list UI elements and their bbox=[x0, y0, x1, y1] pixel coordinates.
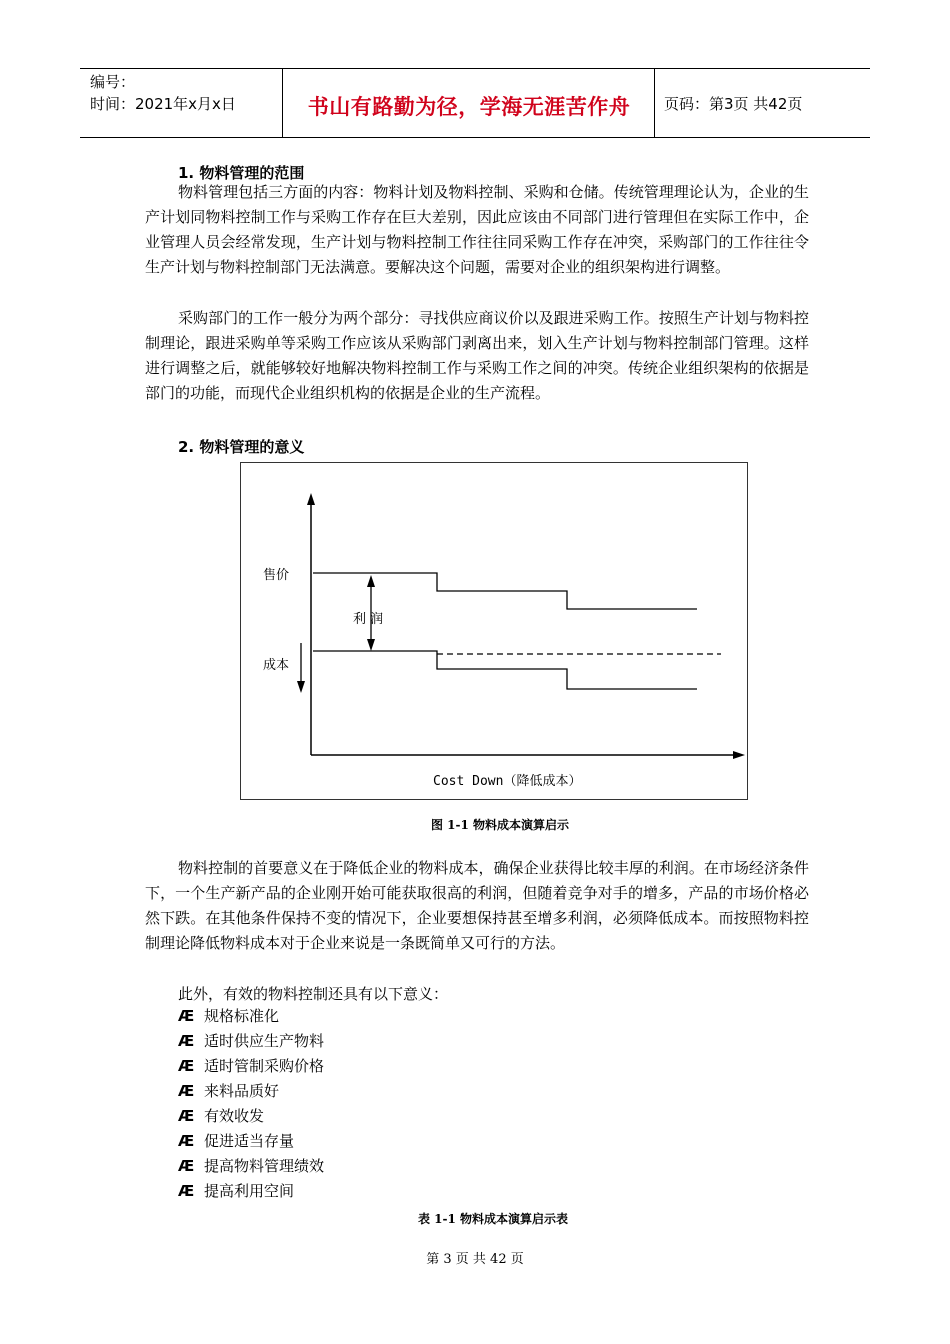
header-motto: 书山有路勤为径，学海无涯苦作舟 bbox=[307, 95, 631, 119]
bullet-icon: Æ bbox=[178, 1057, 195, 1075]
label-profit: 利 润 bbox=[353, 612, 384, 627]
header-divider bbox=[654, 69, 655, 137]
paragraph-text: 采购部门的工作一般分为两个部分：寻找供应商议价以及跟进采购工作。按照生产计划与物料控制理论，跟进采购单等采购工作应该从采购部门剥离出来，划入生产计划与物料控制部门管理。这样进行调整之后，就能够较好地解决物料控制工作与采购工作之间的冲突。传统企业组织架构的依据是部门的功能，而现代企业组织机构的依据是企业的生产流程。 bbox=[145, 309, 809, 402]
list-item-text: 提高利用空间 bbox=[204, 1182, 295, 1200]
list-item-text: 促进适当存量 bbox=[204, 1132, 295, 1150]
paragraph bbox=[145, 180, 809, 280]
list-item bbox=[178, 1129, 324, 1154]
figure-caption: 图 1-1 物料成本演算启示 bbox=[430, 818, 570, 832]
list-item-text: 适时管制采购价格 bbox=[204, 1057, 325, 1075]
bullet-icon: Æ bbox=[178, 1107, 195, 1125]
paragraph-text: 此外，有效的物料控制还具有以下意义： bbox=[178, 985, 449, 1003]
list-item-text: 提高物料管理绩效 bbox=[204, 1157, 325, 1175]
paragraph-text: 物料管理包括三方面的内容：物料计划及物料控制、采购和仓储。传统管理理论认为，企业的生产计划同物料控制工作与采购工作存在巨大差别，因此应该由不同部门进行管理但在实际工作中，企业管理人员会经常发现，生产计划与物料控制工作往往同采购工作存在冲突，采购部门的工作往往令生产计划与物料控制部门无法满意。要解决这个问题，需要对企业的组织架构进行调整。 bbox=[145, 183, 809, 276]
list-item-text: 有效收发 bbox=[204, 1107, 265, 1125]
list-item-text: 规格标准化 bbox=[204, 1007, 280, 1025]
y-axis-arrow bbox=[307, 493, 315, 505]
label-axis: Cost Down（降低成本） bbox=[433, 774, 582, 789]
cost-line bbox=[313, 651, 697, 689]
bullet-icon: Æ bbox=[178, 1157, 195, 1175]
number-label: 编号： bbox=[90, 73, 136, 91]
list-item bbox=[178, 1104, 324, 1129]
section-heading-scope: 1. 物料管理的范围 bbox=[178, 164, 305, 182]
cost-diagram-frame bbox=[240, 462, 748, 800]
x-axis-arrow bbox=[733, 751, 745, 759]
time-label: 时间：2021年x月x日 bbox=[90, 95, 236, 113]
paragraph bbox=[145, 306, 809, 406]
bullet-icon: Æ bbox=[178, 1082, 195, 1100]
list-item bbox=[178, 1054, 324, 1079]
bullet-icon: Æ bbox=[178, 1032, 195, 1050]
bullet-icon: Æ bbox=[178, 1182, 195, 1200]
paragraph bbox=[145, 856, 809, 956]
list-item-text: 适时供应生产物料 bbox=[204, 1032, 325, 1050]
list-item-text: 来料品质好 bbox=[204, 1082, 280, 1100]
cost-diagram bbox=[241, 463, 747, 799]
label-price: 售价 bbox=[263, 568, 290, 583]
bullet-icon: Æ bbox=[178, 1132, 195, 1150]
list-item bbox=[178, 1079, 324, 1104]
cost-down-arrowhead bbox=[297, 681, 305, 693]
significance-list bbox=[178, 1004, 324, 1204]
page-footer: 第 3 页 共 42 页 bbox=[426, 1252, 524, 1267]
label-cost: 成本 bbox=[263, 658, 290, 673]
paragraph-text: 物料控制的首要意义在于降低企业的物料成本，确保企业获得比较丰厚的利润。在市场经济条件下，一个生产新产品的企业刚开始可能获取很高的利润，但随着竞争对手的增多，产品的市场价格必然下跌。在其他条件保持不变的情况下，企业要想保持甚至增多利润，必须降低成本。而按照物料控制理论降低物料成本对于企业来说是一条既简单又可行的方法。 bbox=[145, 859, 809, 952]
table-caption: 表 1-1 物料成本演算启示表 bbox=[417, 1212, 569, 1226]
profit-arrow-up bbox=[367, 575, 375, 587]
bullet-icon: Æ bbox=[178, 1007, 195, 1025]
section-heading-significance: 2. 物料管理的意义 bbox=[178, 438, 305, 456]
header-divider bbox=[282, 69, 283, 137]
list-item bbox=[178, 1004, 324, 1029]
header-page-label: 页码：第3页 共42页 bbox=[664, 95, 803, 113]
list-item bbox=[178, 1179, 324, 1204]
page-header bbox=[80, 68, 870, 138]
list-item bbox=[178, 1154, 324, 1179]
profit-arrow-down bbox=[367, 639, 375, 651]
header-left-cell bbox=[90, 71, 236, 115]
list-item bbox=[178, 1029, 324, 1054]
